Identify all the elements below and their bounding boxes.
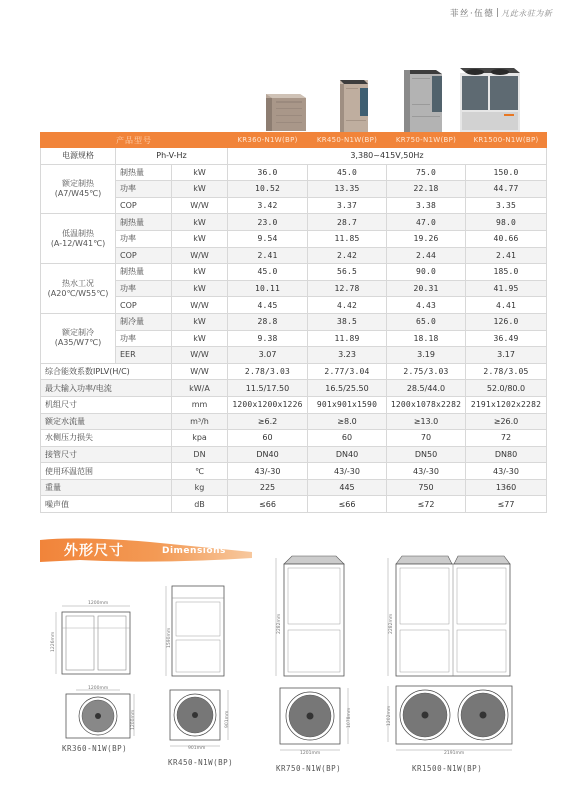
table-row: [41, 496, 547, 513]
brand-divider: [497, 8, 498, 17]
table-row: [41, 380, 547, 397]
value-cell: ≥13.0: [387, 413, 466, 430]
unit-cell: kW: [172, 214, 228, 231]
row-label: 最大输入功率/电流: [41, 380, 172, 397]
value-cell: 45.0: [308, 164, 387, 181]
value-cell: 4.45: [228, 297, 308, 314]
value-cell: 11.5/17.50: [228, 380, 308, 397]
value-cell: 2.78/3.05: [466, 363, 547, 380]
header-model: KR450-N1W(BP): [308, 133, 387, 148]
group-label: 低温制热 (A-12/W41℃): [41, 214, 116, 264]
value-cell: 3.07: [228, 347, 308, 364]
drawing-kr450-front: [160, 580, 232, 680]
dim-kr1500-width: 2191mm: [444, 751, 465, 756]
product-image-kr360: [260, 88, 308, 134]
row-label: 水侧压力损失: [41, 430, 172, 447]
row-label: 使用环温范围: [41, 463, 172, 480]
value-cell: 52.0/80.0: [466, 380, 547, 397]
value-cell: 98.0: [466, 214, 547, 231]
dim-kr750-depth: 1078mm: [347, 707, 352, 728]
value-cell: DN50: [387, 446, 466, 463]
value-cell: 13.35: [308, 181, 387, 198]
caption-kr450: KR450-N1W(BP): [168, 758, 234, 767]
value-cell: 3,380~415V,50Hz: [228, 148, 547, 165]
table-row: [41, 446, 547, 463]
value-cell: 20.31: [387, 280, 466, 297]
item-label: 制热量: [116, 164, 172, 181]
value-cell: 16.5/25.50: [308, 380, 387, 397]
table-row: [41, 313, 547, 330]
value-cell: 60: [308, 430, 387, 447]
table-row: [41, 280, 547, 297]
item-label: 制冷量: [116, 313, 172, 330]
item-label: 制热量: [116, 264, 172, 281]
value-cell: DN40: [228, 446, 308, 463]
unit-cell: kpa: [172, 430, 228, 447]
row-label: 重量: [41, 479, 172, 496]
value-cell: ≤66: [308, 496, 387, 513]
dim-kr360-top-width: 1200mm: [88, 686, 109, 691]
value-cell: 4.41: [466, 297, 547, 314]
value-cell: 28.8: [228, 313, 308, 330]
table-row: [41, 297, 547, 314]
item-label: 功率: [116, 181, 172, 198]
value-cell: 9.38: [228, 330, 308, 347]
value-cell: 2.41: [466, 247, 547, 264]
table-row: [41, 363, 547, 380]
value-cell: 2.75/3.03: [387, 363, 466, 380]
header-model: KR1500-N1W(BP): [466, 133, 547, 148]
header-product-model: 产品型号: [41, 133, 228, 148]
product-image-kr1500: [456, 64, 522, 134]
item-label: COP: [116, 297, 172, 314]
value-cell: 3.37: [308, 197, 387, 214]
value-cell: 28.5/44.0: [387, 380, 466, 397]
value-cell: 1360: [466, 479, 547, 496]
value-cell: 3.17: [466, 347, 547, 364]
dim-kr360-height: 1226mm: [51, 631, 56, 652]
drawing-kr450-top: [166, 686, 236, 750]
value-cell: 11.89: [308, 330, 387, 347]
value-cell: 3.35: [466, 197, 547, 214]
value-cell: ≤72: [387, 496, 466, 513]
value-cell: 75.0: [387, 164, 466, 181]
unit-cell: Ph-V-Hz: [116, 148, 228, 165]
header-model: KR360-N1W(BP): [228, 133, 308, 148]
value-cell: 750: [387, 479, 466, 496]
value-cell: 22.18: [387, 181, 466, 198]
table-row: [41, 214, 547, 231]
value-cell: 90.0: [387, 264, 466, 281]
value-cell: 40.66: [466, 230, 547, 247]
dim-kr450-height: 1590mm: [167, 627, 172, 648]
value-cell: 901x901x1590: [308, 396, 387, 413]
table-row: [41, 164, 547, 181]
dim-kr750-height: 2282mm: [277, 613, 282, 634]
dim-kr450-depth: 901mm: [225, 710, 230, 728]
dim-kr360-width: 1200mm: [88, 601, 109, 606]
table-row-power: [41, 148, 547, 165]
dim-kr450-width: 901mm: [188, 746, 206, 751]
value-cell: 225: [228, 479, 308, 496]
value-cell: 47.0: [387, 214, 466, 231]
value-cell: 60: [228, 430, 308, 447]
value-cell: 28.7: [308, 214, 387, 231]
value-cell: 43/-30: [308, 463, 387, 480]
spec-table-body: [41, 133, 547, 513]
table-row: [41, 230, 547, 247]
value-cell: 43/-30: [387, 463, 466, 480]
unit-cell: kW/A: [172, 380, 228, 397]
value-cell: ≥26.0: [466, 413, 547, 430]
table-row: [41, 247, 547, 264]
drawing-kr360-top: [60, 686, 140, 742]
unit-cell: W/W: [172, 347, 228, 364]
value-cell: 10.11: [228, 280, 308, 297]
value-cell: 41.95: [466, 280, 547, 297]
table-row: [41, 479, 547, 496]
table-row: [41, 197, 547, 214]
unit-cell: kW: [172, 280, 228, 297]
value-cell: 44.77: [466, 181, 547, 198]
table-row: [41, 463, 547, 480]
value-cell: 3.19: [387, 347, 466, 364]
drawing-kr750-top: [276, 684, 356, 760]
value-cell: 19.26: [387, 230, 466, 247]
caption-kr360: KR360-N1W(BP): [62, 744, 128, 753]
unit-cell: W/W: [172, 247, 228, 264]
item-label: 功率: [116, 330, 172, 347]
value-cell: 56.5: [308, 264, 387, 281]
unit-cell: DN: [172, 446, 228, 463]
table-row: [41, 430, 547, 447]
product-photos: [252, 58, 552, 134]
dim-kr360-top-depth: 1200mm: [131, 709, 136, 730]
value-cell: 2.42: [308, 247, 387, 264]
unit-cell: ℃: [172, 463, 228, 480]
dimensions-title-cn: 外形尺寸: [64, 543, 124, 559]
value-cell: 3.23: [308, 347, 387, 364]
item-label: COP: [116, 247, 172, 264]
header-model: KR750-N1W(BP): [387, 133, 466, 148]
item-label: COP: [116, 197, 172, 214]
drawing-kr750-front: [270, 550, 350, 680]
unit-cell: W/W: [172, 363, 228, 380]
value-cell: 1200x1078x2282: [387, 396, 466, 413]
unit-cell: W/W: [172, 197, 228, 214]
value-cell: DN80: [466, 446, 547, 463]
value-cell: 9.54: [228, 230, 308, 247]
value-cell: 150.0: [466, 164, 547, 181]
value-cell: 4.42: [308, 297, 387, 314]
value-cell: 445: [308, 479, 387, 496]
dim-kr750-width: 1201mm: [300, 751, 321, 756]
group-label: 额定制冷 (A35/W7℃): [41, 313, 116, 363]
item-label: 功率: [116, 230, 172, 247]
dimensions-banner: [40, 538, 252, 564]
value-cell: 4.43: [387, 297, 466, 314]
value-cell: 23.0: [228, 214, 308, 231]
table-row: [41, 181, 547, 198]
value-cell: ≤77: [466, 496, 547, 513]
value-cell: 70: [387, 430, 466, 447]
unit-cell: mm: [172, 396, 228, 413]
brand-name: 菲丝·伍德: [450, 9, 495, 19]
value-cell: 185.0: [466, 264, 547, 281]
value-cell: 65.0: [387, 313, 466, 330]
unit-cell: W/W: [172, 297, 228, 314]
table-row: [41, 264, 547, 281]
unit-cell: dB: [172, 496, 228, 513]
drawing-kr1500-front: [382, 550, 520, 680]
value-cell: 45.0: [228, 264, 308, 281]
dim-kr1500-height: 2282mm: [389, 613, 394, 634]
value-cell: 3.38: [387, 197, 466, 214]
value-cell: 11.85: [308, 230, 387, 247]
unit-cell: kW: [172, 264, 228, 281]
row-label: 噪声值: [41, 496, 172, 513]
brand-header: [450, 7, 552, 19]
product-image-kr750: [400, 64, 444, 134]
dim-kr1500-depth: 1202mm: [387, 705, 392, 726]
value-cell: 2.77/3.04: [308, 363, 387, 380]
group-label: 额定制热 (A7/W45℃): [41, 164, 116, 214]
table-row: [41, 396, 547, 413]
value-cell: 1200x1200x1226: [228, 396, 308, 413]
row-label: 机组尺寸: [41, 396, 172, 413]
table-header-row: [41, 133, 547, 148]
value-cell: 36.49: [466, 330, 547, 347]
brand-slogan: 凡此永驻为新: [501, 9, 553, 18]
table-row: [41, 413, 547, 430]
value-cell: 43/-30: [466, 463, 547, 480]
value-cell: 2191x1202x2282: [466, 396, 547, 413]
unit-cell: kW: [172, 330, 228, 347]
unit-cell: m³/h: [172, 413, 228, 430]
value-cell: 38.5: [308, 313, 387, 330]
product-image-kr450: [336, 76, 372, 134]
value-cell: 36.0: [228, 164, 308, 181]
value-cell: 43/-30: [228, 463, 308, 480]
value-cell: DN40: [308, 446, 387, 463]
unit-cell: kW: [172, 230, 228, 247]
spec-table: [40, 132, 547, 513]
drawing-kr1500-top: [382, 680, 520, 760]
table-row: [41, 347, 547, 364]
value-cell: 2.41: [228, 247, 308, 264]
value-cell: ≤66: [228, 496, 308, 513]
value-cell: 2.78/3.03: [228, 363, 308, 380]
unit-cell: kW: [172, 164, 228, 181]
drawing-kr360-front: [52, 598, 142, 678]
value-cell: 18.18: [387, 330, 466, 347]
caption-kr750: KR750-N1W(BP): [276, 764, 342, 773]
dimensions-title-en: Dimensions: [162, 546, 226, 556]
row-label: 额定水流量: [41, 413, 172, 430]
value-cell: ≥8.0: [308, 413, 387, 430]
unit-cell: kW: [172, 313, 228, 330]
value-cell: ≥6.2: [228, 413, 308, 430]
value-cell: 2.44: [387, 247, 466, 264]
group-label: 热水工况 (A20℃/W55℃): [41, 264, 116, 314]
table-row: [41, 330, 547, 347]
value-cell: 126.0: [466, 313, 547, 330]
row-label: 电源规格: [41, 148, 116, 165]
value-cell: 3.42: [228, 197, 308, 214]
unit-cell: kg: [172, 479, 228, 496]
row-label: 接管尺寸: [41, 446, 172, 463]
caption-kr1500: KR1500-N1W(BP): [412, 764, 483, 773]
value-cell: 12.78: [308, 280, 387, 297]
item-label: EER: [116, 347, 172, 364]
item-label: 功率: [116, 280, 172, 297]
unit-cell: kW: [172, 181, 228, 198]
value-cell: 72: [466, 430, 547, 447]
row-label: 综合能效系数IPLV(H/C): [41, 363, 172, 380]
value-cell: 10.52: [228, 181, 308, 198]
item-label: 制热量: [116, 214, 172, 231]
